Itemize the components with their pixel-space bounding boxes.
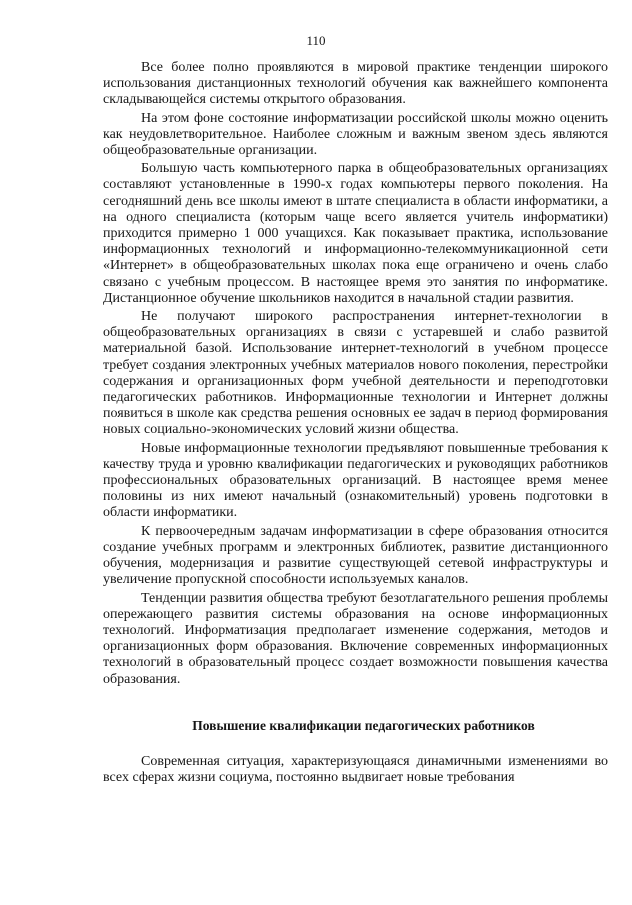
paragraph: К первоочередным задачам информатизации в сфере образования относится создание учебных программ и электронных библиотек, развитие дистанционного обучения, модернизация и развитие существующей сетевой инфраструктуры и увеличение пропускной способности используемых каналов.: [103, 523, 608, 588]
paragraph: На этом фоне состояние информатизации российской школы можно оценить как неудовлетворительное. Наиболее сложным и важным звеном здесь являются общеобразовательные организации.: [103, 110, 608, 159]
page-number: 110: [306, 33, 326, 48]
document-body: [103, 60, 608, 788]
paragraph: Не получают широкого распространения интернет-технологии в общеобразовательных организациях в связи с устаревшей и слабо развитой материальной базой. Использование интернет-технологий в учебном процессе требует создания электронных учебных материалов нового поколения, перестройки содержания и организационных форм учебной деятельности и переподготовки педагогических работников. Информационные технологии и Интернет должны появиться в школе как средства решения основных ее задач в период формирования новых социально-экономических условий жизни общества.: [103, 309, 608, 438]
paragraph: Все более полно проявляются в мировой практике тенденции широкого использования дистанционных технологий обучения как важнейшего компонента складывающейся системы открытого образования.: [103, 60, 608, 108]
section-heading: Повышение квалификации педагогических работников: [192, 717, 535, 733]
paragraph: Современная ситуация, характеризующаяся динамичными изменениями во всех сферах жизни социума, постоянно выдвигает новые требования: [103, 753, 608, 785]
paragraph: Тенденции развития общества требуют безотлагательного решения проблемы опережающего развития системы образования на основе информационных технологий. Информатизация предполагает изменение содержания, методов и организационных форм образования. Включение современных информационных технологий в образовательный процесс создает возможности повышения качества образования.: [103, 590, 608, 687]
paragraph: Новые информационные технологии предъявляют повышенные требования к качеству труда и уровню квалификации педагогических и руководящих работников профессиональных образовательных организаций. В настоящее время менее половины из них имеют начальный (ознакомительный) уровень подготовки в области информатики.: [103, 440, 608, 521]
paragraph: Большую часть компьютерного парка в общеобразовательных организациях составляют установленные в 1990-х годах компьютеры первого поколения. На сегодняшний день все школы имеют в штате специалиста в области информатики, а на одного специалиста (которым чаще всего является учитель информатики) приходится примерно 1 000 учащихся. Как показывает практика, использование информационных технологий и информационно-телекоммуникационной сети «Интернет» в общеобразовательных школах пока еще ограничено и очень слабо связано с учебным процессом. В настоящее время это занятия по информатике. Дистанционное обучение школьников находится в начальной стадии развития.: [103, 161, 608, 306]
